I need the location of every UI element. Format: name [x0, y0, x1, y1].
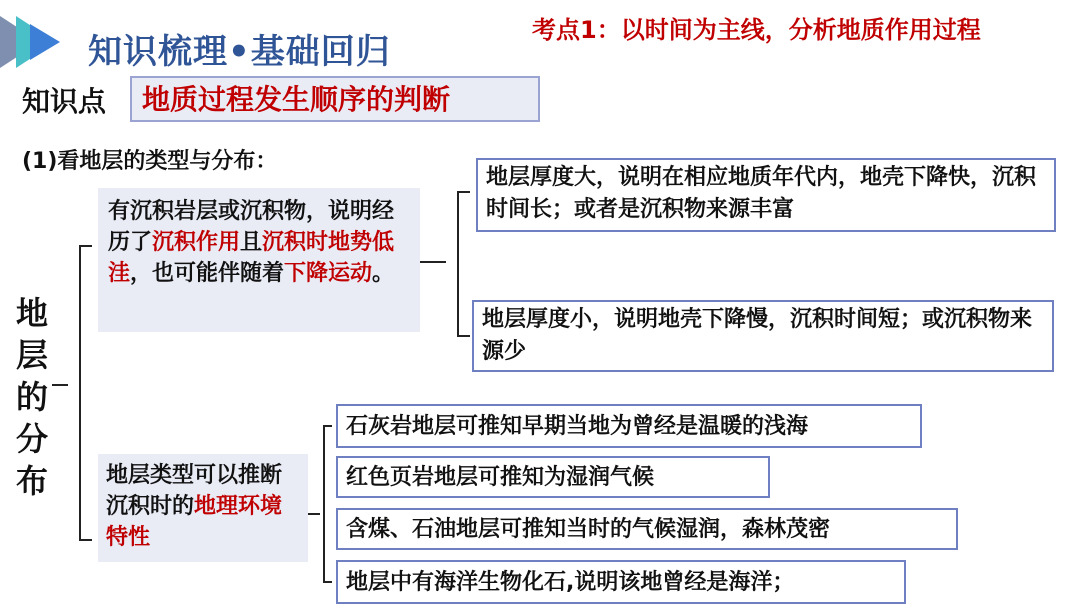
vertical-label-char: 布: [15, 462, 48, 500]
topic-heading: 考点1：以时间为主线，分析地质作用过程: [532, 16, 981, 44]
marine-fossil-box: 地层中有海洋生物化石,说明该地曾经是海洋；: [336, 560, 906, 604]
sedimentary-layer-box: 有沉积岩层或沉积物，说明经历了沉积作用且沉积时地势低洼，也可能伴随着下降运动。: [98, 188, 420, 332]
section-title: 知识梳理•基础回归: [88, 32, 391, 72]
subheading: (1)看地层的类型与分布：: [22, 149, 278, 174]
thick-layer-box: 地层厚度大，说明在相应地质年代内，地壳下降快，沉积时间长；或者是沉积物来源丰富: [476, 158, 1056, 232]
coal-oil-box: 含煤、石油地层可推知当时的气候湿润，森林茂密: [336, 508, 958, 550]
red-shale-box: 红色页岩地层可推知为湿润气候: [336, 456, 770, 498]
vertical-label-char: 层: [15, 336, 48, 374]
limestone-box: 石灰岩地层可推知早期当地为曾经是温暖的浅海: [336, 404, 922, 448]
vertical-label-char: 的: [15, 378, 48, 416]
knowledge-point-label: 知识点: [22, 85, 107, 118]
vertical-label-char: 分: [15, 420, 48, 458]
highlight-geo-environment: 地理环境特性: [106, 494, 283, 550]
vertical-label-char: 地: [15, 294, 48, 332]
highlight-low-terrain: 沉积时地势低洼: [108, 230, 395, 286]
highlight-sedimentation: 沉积作用: [152, 230, 241, 255]
thin-layer-box: 地层厚度小，说明地壳下降慢，沉积时间短；或沉积物来源少: [472, 300, 1054, 372]
knowledge-point-box: 地质过程发生顺序的判断: [130, 76, 540, 122]
highlight-subsidence: 下降运动: [284, 261, 373, 286]
layer-type-box: 地层类型可以推断沉积时的地理环境特性: [98, 454, 308, 562]
